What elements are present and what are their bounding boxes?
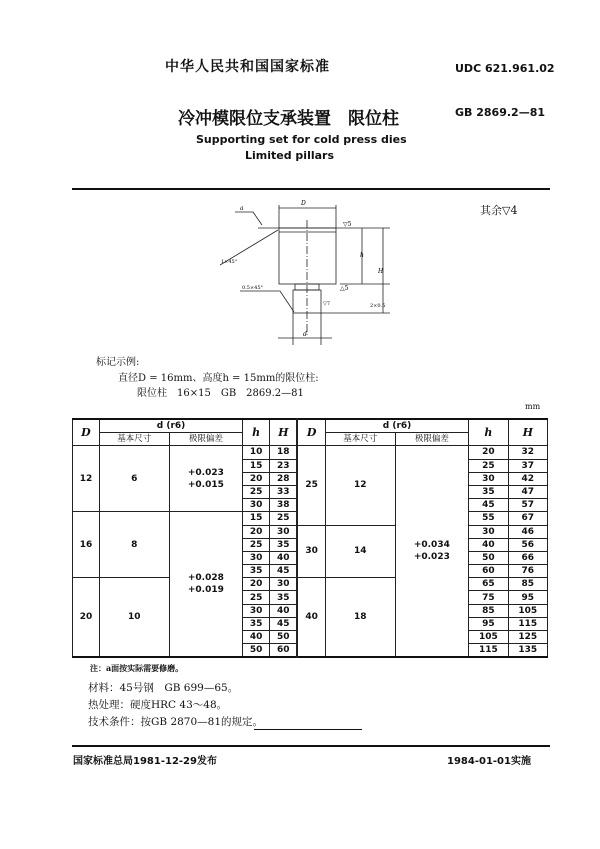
cell-h: 30 [243, 499, 270, 512]
note: 注：a面按实际需要修磨。 [90, 663, 184, 673]
cell-H: 37 [508, 459, 547, 472]
cell-d-deviation: +0.028 +0.019 [169, 512, 243, 658]
cell-h: 60 [469, 565, 508, 578]
cell-h: 30 [243, 551, 270, 564]
cell-H: 45 [270, 617, 298, 630]
cell-h: 40 [469, 538, 508, 551]
example-line-1: 直径D = 16mm、高度h = 15mm的限位柱: [118, 373, 319, 384]
cell-H: 25 [270, 512, 298, 525]
cell-D: 30 [297, 525, 325, 578]
label-h: h [360, 252, 364, 259]
page-title: 冷冲模限位支承装置 限位柱 [178, 109, 399, 129]
col-D: D [297, 419, 325, 446]
cell-H: 30 [270, 525, 298, 538]
cell-d-deviation: +0.034 +0.023 [395, 446, 469, 658]
cell-H: 66 [508, 551, 547, 564]
table-row [73, 578, 548, 591]
cell-H: 57 [508, 499, 547, 512]
cell-h: 35 [469, 485, 508, 498]
cell-d-basic: 14 [325, 525, 395, 578]
cell-h: 50 [243, 644, 270, 658]
material: 材料：45号钢 GB 699—65。 [88, 682, 239, 694]
cell-H: 38 [270, 499, 298, 512]
col-basic-size: 基本尺寸 [99, 433, 169, 446]
effective-date: 1984-01-01实施 [447, 756, 531, 767]
cell-h: 30 [243, 604, 270, 617]
cell-H: 115 [508, 617, 547, 630]
finish-mark-2: △5 [340, 285, 349, 292]
cell-H: 50 [270, 631, 298, 644]
header-rule [72, 188, 550, 190]
label-d: d [303, 331, 307, 338]
col-basic-size: 基本尺寸 [325, 433, 395, 446]
cell-d-basic: 10 [99, 578, 169, 658]
cell-h: 35 [243, 617, 270, 630]
cell-H: 95 [508, 591, 547, 604]
label-a: a [240, 205, 244, 212]
cell-D: 20 [73, 578, 100, 658]
col-d: d (r6) [99, 419, 242, 433]
cell-h: 35 [243, 565, 270, 578]
finish-mark-3: ▽7 [323, 301, 331, 307]
col-H: H [270, 419, 298, 446]
cell-h: 25 [469, 459, 508, 472]
cell-H: 40 [270, 551, 298, 564]
cell-d-basic: 6 [99, 446, 169, 512]
dimensions-table [72, 418, 548, 658]
cell-H: 42 [508, 472, 547, 485]
cell-H: 28 [270, 472, 298, 485]
cell-h: 65 [469, 578, 508, 591]
technical-conditions: 技术条件：按GB 2870—81的规定。 [88, 716, 264, 728]
cell-h: 40 [243, 631, 270, 644]
col-deviation: 极限偏差 [169, 433, 243, 446]
issue-date: 国家标准总局1981-12-29发布 [73, 756, 217, 767]
cell-H: 35 [270, 538, 298, 551]
udc-code: UDC 621.961.02 [455, 62, 555, 75]
cell-H: 105 [508, 604, 547, 617]
col-h: h [469, 419, 508, 446]
cell-H: 85 [508, 578, 547, 591]
cell-h: 55 [469, 512, 508, 525]
heat-treatment: 热处理：硬度HRC 43～48。 [88, 699, 228, 711]
cell-h: 75 [469, 591, 508, 604]
cell-h: 25 [243, 538, 270, 551]
cell-H: 35 [270, 591, 298, 604]
cell-h: 20 [469, 446, 508, 459]
cell-d-deviation: +0.023 +0.015 [169, 446, 243, 512]
label-H: H [378, 268, 384, 275]
cell-d-basic: 18 [325, 578, 395, 658]
pillar-drawing [220, 195, 400, 345]
cell-h: 95 [469, 617, 508, 630]
cell-h: 30 [469, 472, 508, 485]
english-subtitle: Limited pillars [245, 149, 335, 162]
cell-h: 30 [469, 525, 508, 538]
cell-h: 15 [243, 512, 270, 525]
cell-H: 40 [270, 604, 298, 617]
cell-d-basic: 8 [99, 512, 169, 578]
cell-h: 10 [243, 446, 270, 459]
cell-D: 25 [297, 446, 325, 525]
issuing-country: 中华人民共和国国家标准 [165, 59, 330, 75]
chamfer-label-2: 0.5×45° [242, 285, 264, 291]
cell-H: 46 [508, 525, 547, 538]
cell-H: 33 [270, 485, 298, 498]
chamfer-label: 1×45° [221, 259, 238, 265]
table-row [73, 446, 548, 459]
cell-h: 25 [243, 591, 270, 604]
example-heading: 标记示例: [96, 357, 140, 368]
footer-rule [72, 745, 550, 747]
cell-h: 115 [469, 644, 508, 658]
cell-H: 30 [270, 578, 298, 591]
cell-h: 15 [243, 459, 270, 472]
cell-h: 20 [243, 578, 270, 591]
cell-D: 40 [297, 578, 325, 658]
cell-H: 60 [270, 644, 298, 658]
cell-h: 85 [469, 604, 508, 617]
label-D: D [301, 200, 306, 207]
standard-number: GB 2869.2—81 [455, 106, 545, 119]
groove-label: 2×0.5 [370, 303, 386, 309]
cell-H: 67 [508, 512, 547, 525]
cell-D: 16 [73, 512, 100, 578]
cell-H: 18 [270, 446, 298, 459]
end-rule [254, 729, 362, 730]
col-D: D [73, 419, 100, 446]
example-line-2: 限位柱 16×15 GB 2869.2—81 [137, 388, 304, 399]
roughness-note: 其余▽4 [480, 204, 518, 217]
cell-h: 105 [469, 631, 508, 644]
english-title: Supporting set for cold press dies [196, 133, 407, 146]
cell-h: 45 [469, 499, 508, 512]
col-deviation: 极限偏差 [395, 433, 469, 446]
col-H: H [508, 419, 547, 446]
cell-D: 12 [73, 446, 100, 512]
unit-label: mm [525, 402, 541, 411]
col-d: d (r6) [325, 419, 468, 433]
cell-H: 47 [508, 485, 547, 498]
cell-h: 20 [243, 525, 270, 538]
cell-H: 32 [508, 446, 547, 459]
cell-H: 135 [508, 644, 547, 658]
cell-d-basic: 12 [325, 446, 395, 525]
cell-H: 23 [270, 459, 298, 472]
cell-H: 125 [508, 631, 547, 644]
col-h: h [243, 419, 270, 446]
cell-H: 45 [270, 565, 298, 578]
cell-H: 56 [508, 538, 547, 551]
cell-H: 76 [508, 565, 547, 578]
cell-h: 50 [469, 551, 508, 564]
cell-h: 25 [243, 485, 270, 498]
finish-mark: ▽5 [343, 221, 352, 228]
cell-h: 20 [243, 472, 270, 485]
